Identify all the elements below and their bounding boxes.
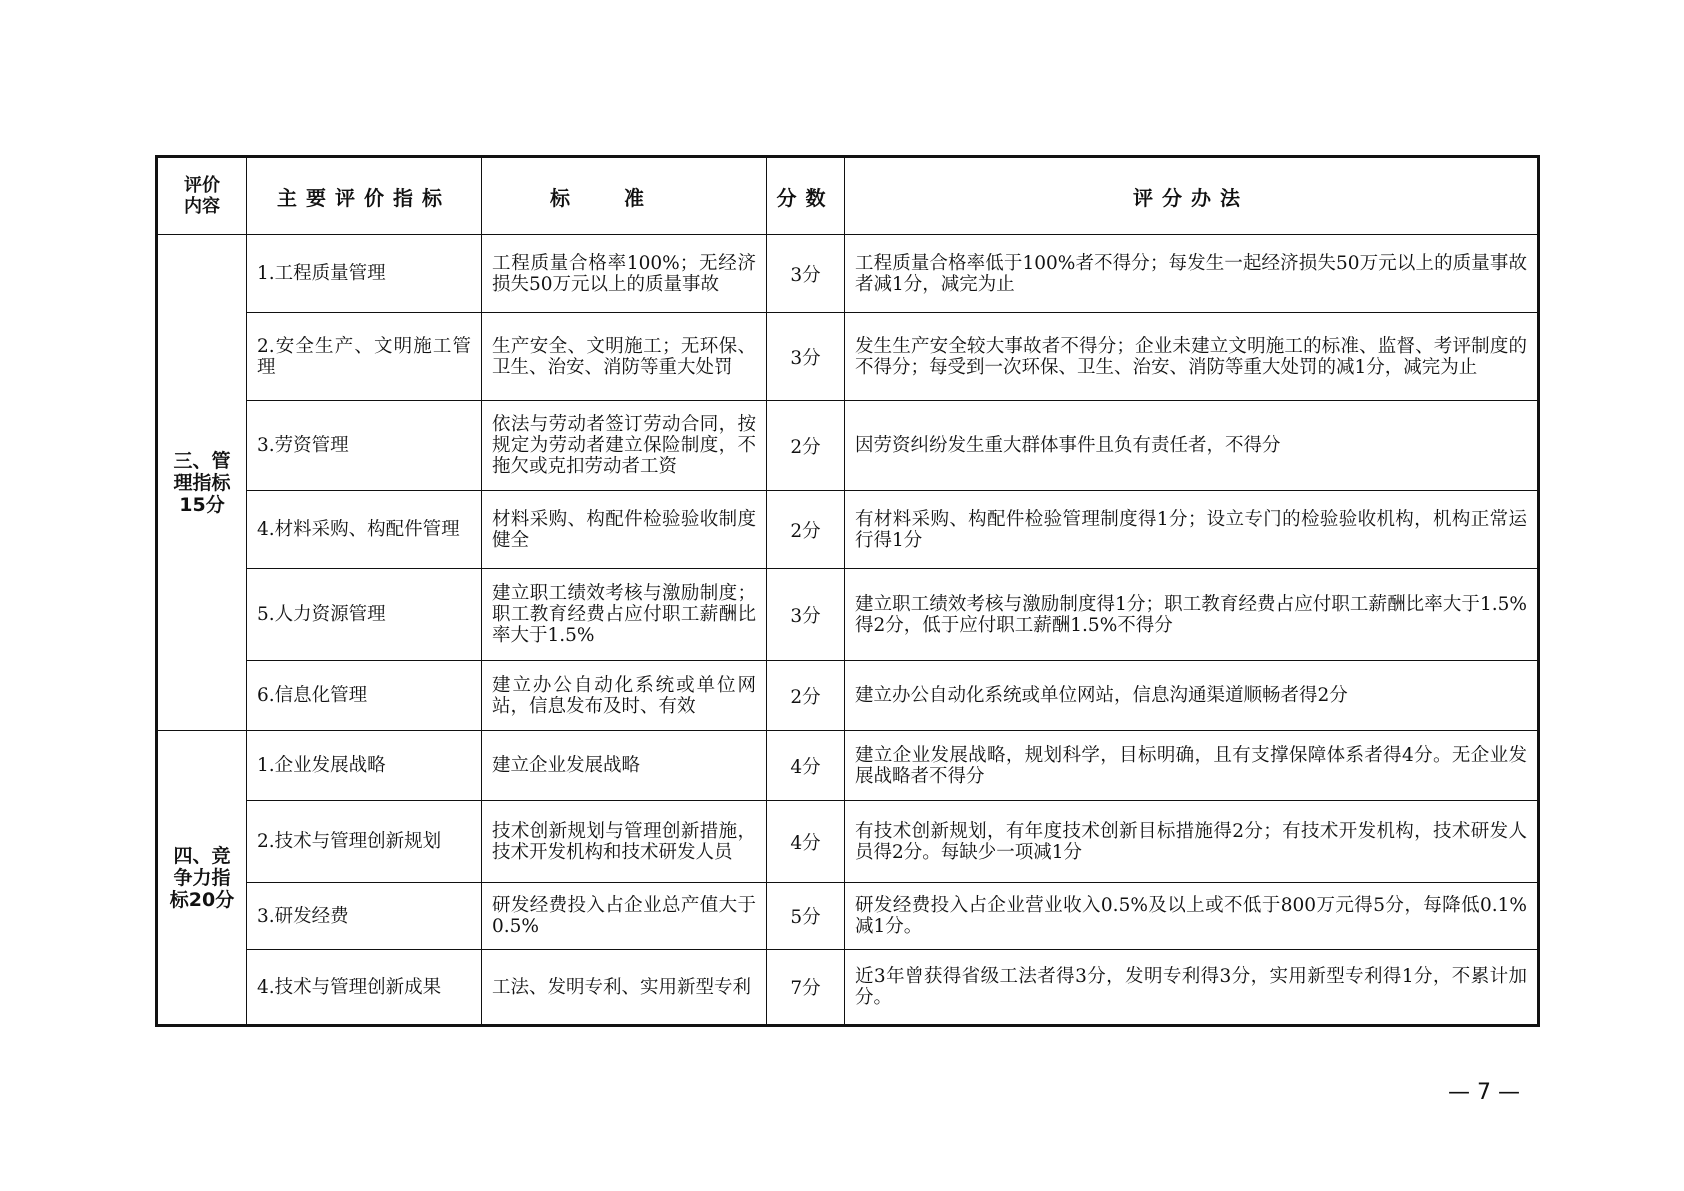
standard-cell: 工程质量合格率100%；无经济损失50万元以上的质量事故 [482, 235, 767, 313]
table-row [157, 401, 1539, 491]
indicator-cell: 5.人力资源管理 [247, 569, 482, 661]
table-row [157, 313, 1539, 401]
indicator-cell: 4.材料采购、构配件管理 [247, 491, 482, 569]
method-cell: 工程质量合格率低于100%者不得分；每发生一起经济损失50万元以上的质量事故者减1分，减完为止 [845, 235, 1539, 313]
header-standard: 标准 [482, 157, 767, 235]
indicator-cell: 4.技术与管理创新成果 [247, 950, 482, 1026]
table-header-row [157, 157, 1539, 235]
table-row [157, 950, 1539, 1026]
indicator-cell: 1.企业发展战略 [247, 731, 482, 801]
indicator-cell: 3.劳资管理 [247, 401, 482, 491]
standard-cell: 材料采购、构配件检验验收制度健全 [482, 491, 767, 569]
score-cell: 4分 [767, 801, 845, 883]
score-cell: 3分 [767, 313, 845, 401]
header-category: 评价 内容 [157, 157, 247, 235]
standard-cell: 生产安全、文明施工；无环保、卫生、治安、消防等重大处罚 [482, 313, 767, 401]
table-row [157, 491, 1539, 569]
standard-cell: 建立企业发展战略 [482, 731, 767, 801]
score-cell: 5分 [767, 883, 845, 950]
method-cell: 建立企业发展战略，规划科学，目标明确，且有支撑保障体系者得4分。无企业发展战略者不得分 [845, 731, 1539, 801]
score-cell: 2分 [767, 661, 845, 731]
category-competitiveness: 四、竞 争力指 标20分 [157, 731, 247, 1026]
indicator-cell: 2.技术与管理创新规划 [247, 801, 482, 883]
standard-cell: 建立职工绩效考核与激励制度；职工教育经费占应付职工薪酬比率大于1.5% [482, 569, 767, 661]
indicator-cell: 6.信息化管理 [247, 661, 482, 731]
table-row [157, 731, 1539, 801]
table-row [157, 569, 1539, 661]
table-row [157, 801, 1539, 883]
score-cell: 4分 [767, 731, 845, 801]
table-row [157, 661, 1539, 731]
score-cell: 2分 [767, 491, 845, 569]
standard-cell: 建立办公自动化系统或单位网站，信息发布及时、有效 [482, 661, 767, 731]
indicator-cell: 2.安全生产、文明施工管理 [247, 313, 482, 401]
score-cell: 3分 [767, 569, 845, 661]
indicator-cell: 3.研发经费 [247, 883, 482, 950]
method-cell: 发生生产安全较大事故者不得分；企业未建立文明施工的标准、监督、考评制度的不得分；每受到一次环保、卫生、治安、消防等重大处罚的减1分，减完为止 [845, 313, 1539, 401]
standard-cell: 工法、发明专利、实用新型专利 [482, 950, 767, 1026]
standard-cell: 依法与劳动者签订劳动合同，按规定为劳动者建立保险制度，不拖欠或克扣劳动者工资 [482, 401, 767, 491]
score-cell: 3分 [767, 235, 845, 313]
indicator-cell: 1.工程质量管理 [247, 235, 482, 313]
method-cell: 有技术创新规划，有年度技术创新目标措施得2分；有技术开发机构，技术研发人员得2分。每缺少一项减1分 [845, 801, 1539, 883]
method-cell: 建立办公自动化系统或单位网站，信息沟通渠道顺畅者得2分 [845, 661, 1539, 731]
table-row [157, 883, 1539, 950]
score-cell: 2分 [767, 401, 845, 491]
header-method: 评分办法 [845, 157, 1539, 235]
standard-cell: 研发经费投入占企业总产值大于0.5% [482, 883, 767, 950]
category-management: 三、管 理指标 15分 [157, 235, 247, 731]
method-cell: 研发经费投入占企业营业收入0.5%及以上或不低于800万元得5分，每降低0.1%减1分。 [845, 883, 1539, 950]
page-number: — 7 — [1448, 1080, 1520, 1105]
standard-cell: 技术创新规划与管理创新措施，技术开发机构和技术研发人员 [482, 801, 767, 883]
method-cell: 有材料采购、构配件检验管理制度得1分；设立专门的检验验收机构，机构正常运行得1分 [845, 491, 1539, 569]
evaluation-table [155, 155, 1540, 1027]
header-indicator: 主要评价指标 [247, 157, 482, 235]
score-cell: 7分 [767, 950, 845, 1026]
header-score: 分数 [767, 157, 845, 235]
table-row [157, 235, 1539, 313]
method-cell: 建立职工绩效考核与激励制度得1分；职工教育经费占应付职工薪酬比率大于1.5%得2分，低于应付职工薪酬1.5%不得分 [845, 569, 1539, 661]
method-cell: 因劳资纠纷发生重大群体事件且负有责任者，不得分 [845, 401, 1539, 491]
method-cell: 近3年曾获得省级工法者得3分，发明专利得3分，实用新型专利得1分，不累计加分。 [845, 950, 1539, 1026]
